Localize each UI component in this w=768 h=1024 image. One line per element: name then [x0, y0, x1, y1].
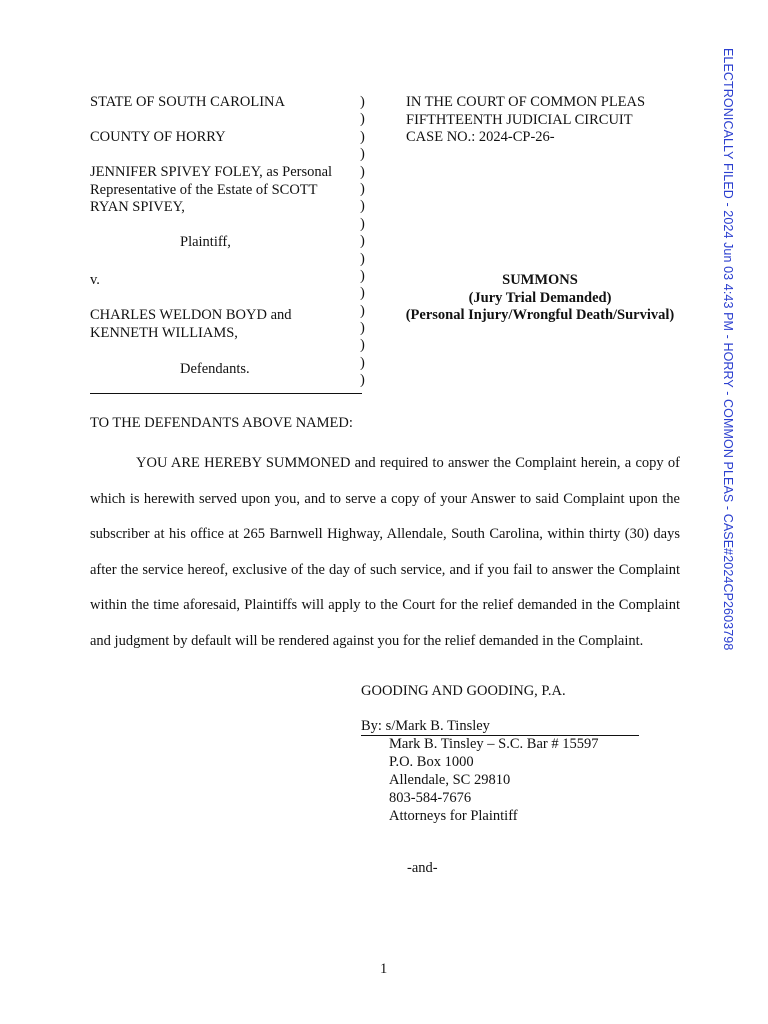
attorney-name: Mark B. Tinsley – S.C. Bar # 15597 [389, 736, 599, 752]
caption-paren: ) [360, 354, 365, 371]
attorney-role: Attorneys for Plaintiff [389, 808, 518, 824]
phone-number: 803-584-7676 [389, 790, 472, 806]
page-number: 1 [380, 961, 388, 977]
county-label: COUNTY OF HORRY [90, 129, 226, 145]
caption-rule [90, 393, 362, 394]
defendant-name-line2: KENNETH WILLIAMS, [90, 325, 238, 341]
caption-paren: ) [360, 285, 365, 302]
case-number: CASE NO.: 2024-CP-26- [406, 129, 555, 145]
firm-name: GOODING AND GOODING, P.A. [361, 683, 566, 699]
caption-paren: ) [360, 267, 365, 284]
caption-paren: ) [360, 111, 365, 128]
city-state-zip: Allendale, SC 29810 [389, 772, 511, 788]
versus-label: v. [90, 272, 100, 288]
summons-text: YOU ARE HEREBY SUMMONED and required to answer the Complaint herein, a copy of which is herewith served upon you, and to serve a copy of your Answer to said Complaint upon the subscriber at his office at 265 Barnwell Highway, Allendale, South Carolina, within thirty (30) days after the service hereof, exclusive of the day of such service, and if you fail to answer the Complaint within the time aforesaid, Plaintiffs will apply to the Court for the relief demanded in the Complaint and judgment by default will be rendered against you for the relief demanded in the Complaint. [90, 455, 680, 649]
jury-demand: (Jury Trial Demanded) [468, 290, 612, 306]
state-label: STATE OF SOUTH CAROLINA [90, 94, 285, 110]
caption-paren: ) [360, 180, 365, 197]
caption-paren: ) [360, 198, 365, 215]
and-separator: -and- [407, 860, 438, 876]
plaintiff-name-line3: RYAN SPIVEY, [90, 199, 185, 215]
electronic-filing-stamp: ELECTRONICALLY FILED - 2024 Jun 03 4:43 PM - HORRY - COMMON PLEAS - CASE#2024CP2603798 [721, 48, 735, 651]
court-name: IN THE COURT OF COMMON PLEAS [406, 94, 646, 110]
caption-paren: ) [360, 302, 365, 319]
caption-paren-column [360, 94, 370, 390]
case-type: (Personal Injury/Wrongful Death/Survival) [405, 307, 675, 323]
document-title: SUMMONS [502, 272, 578, 288]
address-line: TO THE DEFENDANTS ABOVE NAMED: [90, 415, 353, 431]
caption-paren: ) [360, 94, 365, 110]
plaintiff-role: Plaintiff, [180, 234, 231, 250]
caption-paren: ) [360, 163, 365, 180]
caption-paren: ) [360, 320, 365, 337]
summons-paragraph [90, 446, 680, 660]
plaintiff-name-line2: Representative of the Estate of SCOTT [90, 182, 318, 198]
caption-paren: ) [360, 372, 365, 389]
judicial-circuit: FIFTHTEENTH JUDICIAL CIRCUIT [406, 112, 633, 128]
caption-paren: ) [360, 337, 365, 354]
caption-paren: ) [360, 128, 365, 145]
po-box: P.O. Box 1000 [389, 754, 474, 770]
signature-line: By: s/Mark B. Tinsley [361, 718, 639, 736]
defendant-role: Defendants. [180, 361, 250, 377]
caption-paren: ) [360, 146, 365, 163]
caption-paren: ) [360, 233, 365, 250]
defendant-name-line1: CHARLES WELDON BOYD and [90, 307, 292, 323]
plaintiff-name-line1: JENNIFER SPIVEY FOLEY, as Personal [90, 164, 333, 180]
caption-paren: ) [360, 250, 365, 267]
caption-paren: ) [360, 215, 365, 232]
